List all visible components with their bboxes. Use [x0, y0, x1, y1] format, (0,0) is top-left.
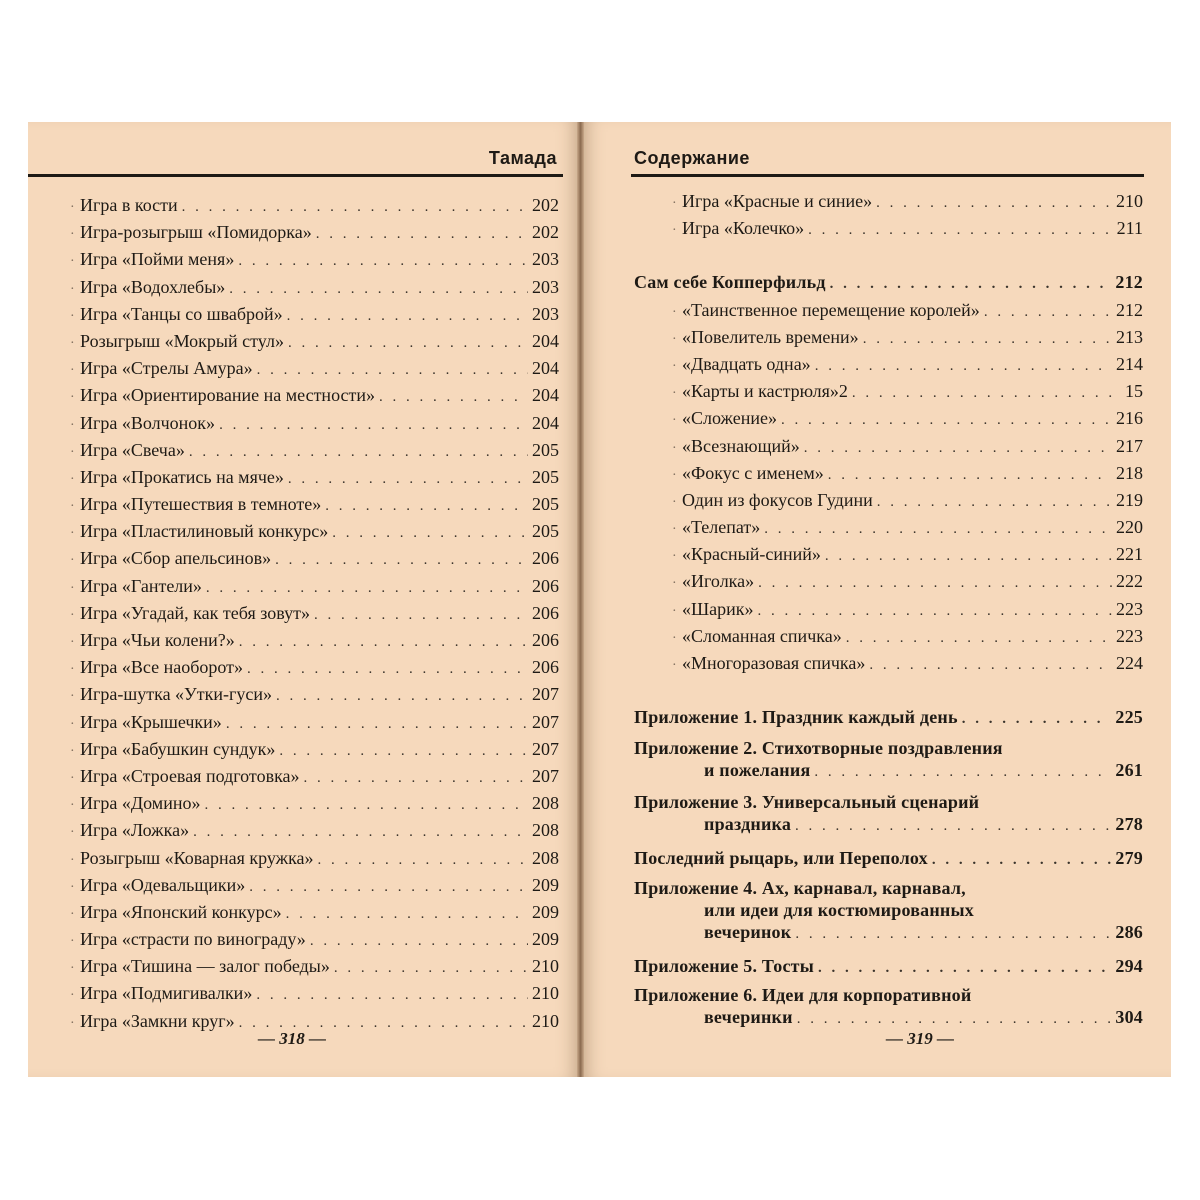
leader-dots — [257, 357, 528, 384]
leader-dots — [984, 299, 1112, 326]
bullet-mark: · — [70, 227, 75, 243]
bullet-mark: · — [70, 852, 75, 868]
leader-dots — [795, 815, 1111, 837]
toc-list-item — [70, 736, 559, 763]
toc-entry-title: Игра «Пластилиновый конкурс» — [80, 521, 329, 542]
toc-list-item — [70, 872, 559, 899]
toc-list-item — [70, 980, 559, 1007]
toc-list-item — [70, 817, 559, 844]
toc-entry — [70, 491, 559, 518]
toc-entry-title: Игра «Сбор апельсинов» — [80, 548, 272, 569]
leader-dots — [316, 221, 528, 248]
toc-entry-page: 206 — [532, 548, 559, 569]
page-number-right: — 319 — — [886, 1029, 954, 1048]
toc-entry — [70, 301, 559, 328]
bullet-mark: · — [672, 386, 677, 402]
toc-entry-page: 208 — [532, 820, 559, 841]
bullet-mark: · — [70, 770, 75, 786]
bullet-mark: · — [672, 603, 677, 619]
toc-entry-page: 223 — [1116, 598, 1143, 619]
toc-entry-title: «Таинственное перемещение королей» — [682, 299, 980, 320]
toc-entry-title: Игра «Ложка» — [80, 820, 190, 841]
toc-entry — [70, 382, 559, 409]
toc-entry-title: «Шарик» — [682, 598, 754, 619]
toc-entry-title: Игра «Чьи колени?» — [80, 630, 235, 650]
toc-entry-title: Игра «Строевая подготовка» — [80, 765, 300, 786]
toc-entry-title: Игра «Волчонок» — [80, 412, 216, 433]
toc-entry — [634, 568, 1143, 595]
toc-list-item — [70, 926, 559, 953]
toc-list-item — [70, 192, 559, 219]
toc-list-item — [70, 845, 559, 872]
bullet-mark: · — [672, 223, 677, 239]
toc-entry-page: 224 — [1116, 653, 1143, 673]
leader-dots — [204, 792, 528, 819]
bullet-mark: · — [70, 281, 75, 297]
leader-dots — [247, 656, 528, 683]
bullet-mark: · — [70, 390, 75, 406]
bullet-mark: · — [70, 798, 75, 814]
leader-dots — [876, 190, 1112, 217]
toc-entry — [70, 681, 559, 708]
bullet-mark: · — [70, 335, 75, 351]
toc-entry-title: Игра «Стрелы Амура» — [80, 358, 253, 379]
toc-list-item — [70, 763, 559, 790]
bullet-mark: · — [70, 200, 75, 215]
bullet-mark: · — [70, 1015, 75, 1031]
toc-list-item — [70, 328, 559, 355]
leader-dots — [182, 194, 528, 221]
toc-entry — [70, 219, 559, 246]
toc-entry-page: 221 — [1116, 544, 1143, 565]
bullet-mark: · — [672, 549, 677, 565]
toc-entry-title: Игра «Гантели» — [80, 575, 202, 596]
toc-entry — [634, 596, 1143, 623]
toc-entry-page: 205 — [532, 521, 559, 542]
bullet-mark: · — [70, 471, 75, 487]
page-number-left: — 318 — — [258, 1029, 326, 1048]
toc-entry-title: Игра «Тишина — залог победы» — [80, 956, 330, 977]
book-spread — [28, 122, 1171, 1077]
toc-entry — [634, 487, 1143, 514]
bullet-mark: · — [672, 304, 677, 320]
leader-dots — [758, 598, 1112, 625]
toc-entry-page: 202 — [532, 222, 559, 243]
toc-entry — [70, 437, 559, 464]
toc-entry-page: 219 — [1116, 489, 1143, 510]
leader-dots — [830, 271, 1112, 298]
toc-entry-page: 204 — [532, 330, 559, 351]
bullet-mark: · — [70, 934, 75, 950]
leader-dots — [758, 570, 1112, 597]
toc-entry-page: 206 — [532, 630, 559, 650]
toc-entry-page: 210 — [532, 956, 559, 977]
leader-dots — [877, 489, 1112, 516]
bullet-mark: · — [70, 580, 75, 596]
toc-entry-title: Игра «Подмигивалки» — [80, 983, 253, 1004]
toc-entry-page: 206 — [532, 575, 559, 596]
toc-entry-page: 210 — [532, 1010, 559, 1031]
toc-entry — [634, 514, 1143, 541]
bullet-mark: · — [672, 576, 677, 592]
toc-entry-title: «Карты и кастрюля»2 — [682, 381, 848, 402]
toc-entry-page: 223 — [1116, 625, 1143, 646]
toc-entry-page: 205 — [532, 466, 559, 487]
leader-dots — [815, 353, 1112, 380]
toc-entry — [70, 518, 559, 545]
toc-entry — [70, 980, 559, 1007]
toc-entry — [70, 899, 559, 926]
toc-list-item — [70, 219, 559, 246]
toc-entry-page: 205 — [532, 439, 559, 460]
bullet-mark: · — [70, 635, 75, 650]
toc-entry — [634, 405, 1143, 432]
toc-entry-page: 204 — [532, 358, 559, 379]
toc-entry — [70, 790, 559, 817]
toc-entry-title: Игра «Танцы со шваброй» — [80, 303, 283, 324]
toc-entry-page: 210 — [1116, 191, 1143, 211]
leader-dots — [825, 543, 1112, 570]
toc-entry-page: 213 — [1116, 326, 1143, 347]
leader-dots — [310, 928, 528, 955]
spacer — [634, 677, 1143, 704]
toc-entry-title: Игра «Свеча» — [80, 439, 185, 460]
leader-dots — [256, 982, 528, 1009]
toc-entry-page: 15 — [1125, 381, 1143, 402]
toc-entry — [70, 926, 559, 953]
toc-entry-title: «Телепат» — [682, 517, 761, 538]
bullet-mark: · — [70, 308, 75, 324]
toc-entry-title: Игра «Ориентирование на местности» — [80, 385, 376, 406]
toc-entry — [70, 274, 559, 301]
bullet-mark: · — [70, 499, 75, 515]
toc-entry-title: Игра «Колечко» — [682, 218, 805, 239]
leader-dots — [962, 706, 1112, 733]
toc-entry-title: Игра «страсти по винограду» — [80, 929, 306, 950]
toc-appendix-2: Приложение 2. Стихотворные поздравления и пожелания . . . 261 — [634, 737, 1143, 783]
toc-entry — [634, 623, 1143, 650]
toc-entry-page: 212 — [1116, 299, 1143, 320]
leader-dots — [314, 602, 528, 629]
toc-list-item — [70, 573, 559, 600]
toc-list-item — [70, 246, 559, 273]
toc-list-item — [70, 464, 559, 491]
toc-entry-page: 214 — [1116, 353, 1143, 374]
bullet-mark: · — [70, 662, 75, 678]
leader-dots — [219, 412, 528, 439]
leader-dots — [189, 439, 528, 466]
toc-entry — [634, 215, 1143, 242]
toc-entry — [634, 297, 1143, 324]
leader-dots — [304, 765, 528, 792]
toc-entry-title: «Двадцать одна» — [682, 353, 811, 374]
bullet-mark: · — [672, 630, 677, 646]
toc-entry-page: 217 — [1116, 435, 1143, 456]
toc-appendix-1: Приложение 1. Праздник каждый день . . . 225 — [634, 704, 1143, 731]
bullet-mark: · — [70, 526, 75, 542]
toc-list-item — [70, 627, 559, 654]
toc-entry-title: Игра «Японский конкурс» — [80, 901, 282, 922]
toc-entry-page: 209 — [532, 874, 559, 895]
toc-entry — [70, 328, 559, 355]
bullet-mark: · — [672, 358, 677, 374]
toc-entry — [70, 763, 559, 790]
toc-list-item — [70, 355, 559, 382]
leader-dots — [818, 955, 1111, 982]
toc-entry-page: 210 — [532, 983, 559, 1004]
toc-list-item — [70, 545, 559, 572]
toc-entry-title: «Фокус с именем» — [682, 462, 824, 483]
spacer — [634, 242, 1143, 269]
header-rule-left — [28, 174, 563, 177]
bullet-mark: · — [70, 988, 75, 1004]
bullet-mark: · — [70, 961, 75, 977]
bullet-mark: · — [70, 444, 75, 460]
toc-entry-title: Игра «Одевальщики» — [80, 874, 246, 895]
toc-entry-page: 220 — [1116, 517, 1143, 538]
leader-dots — [869, 652, 1112, 679]
toc-list-right — [634, 188, 1143, 1038]
toc-entry-title: «Сломанная спичка» — [682, 625, 842, 646]
bullet-mark: · — [70, 743, 75, 759]
toc-list-item — [70, 491, 559, 518]
toc-list-item — [70, 410, 559, 437]
toc-entry-page: 208 — [532, 847, 559, 868]
toc-entry-page: 203 — [532, 249, 559, 270]
leader-dots — [288, 330, 528, 357]
toc-entry-title: «Всезнающий» — [682, 435, 800, 456]
leader-dots — [288, 466, 528, 493]
toc-entry — [634, 460, 1143, 487]
toc-entry-title: Игра «Все наоборот» — [80, 657, 243, 678]
toc-entry-title: Игра-розыгрыш «Помидорка» — [80, 222, 312, 243]
bullet-mark: · — [70, 879, 75, 895]
bullet-mark: · — [672, 331, 677, 347]
toc-entry-page: 209 — [532, 901, 559, 922]
leader-dots — [325, 493, 528, 520]
toc-entry-title: «Повелитель времени» — [682, 326, 859, 347]
toc-entry — [70, 709, 559, 736]
leader-dots — [814, 761, 1111, 783]
toc-list-item — [70, 600, 559, 627]
leader-dots — [808, 217, 1113, 244]
toc-entry — [634, 650, 1143, 677]
toc-entry-title: «Многоразовая спичка» — [682, 653, 866, 673]
toc-last-knight: Последний рыцарь, или Переполох . . . 279 — [634, 845, 1143, 872]
toc-entry-page: 205 — [532, 494, 559, 515]
toc-entry-title: Игра «Замкни круг» — [80, 1010, 235, 1031]
toc-entry-title: Игра «Угадай, как тебя зовут» — [80, 602, 310, 623]
toc-appendix-3: Приложение 3. Универсальный сценарий праздника . . . 278 — [634, 791, 1143, 837]
toc-entry-page: 209 — [532, 929, 559, 950]
toc-entry-page: 216 — [1116, 408, 1143, 429]
bullet-mark: · — [672, 413, 677, 429]
toc-entry-title: «Красный-синий» — [682, 544, 821, 565]
toc-entry — [70, 872, 559, 899]
toc-list-item — [70, 654, 559, 681]
toc-appendix-5: Приложение 5. Тосты . . . 294 — [634, 953, 1143, 980]
leader-dots — [238, 248, 528, 275]
leader-dots — [239, 629, 528, 656]
toc-list-item — [70, 953, 559, 980]
toc-entry-page: 222 — [1116, 571, 1143, 592]
leader-dots — [286, 901, 528, 928]
leader-dots — [249, 874, 528, 901]
leader-dots — [846, 625, 1112, 652]
bullet-mark: · — [70, 906, 75, 922]
toc-top-group — [634, 188, 1143, 242]
toc-entry — [70, 817, 559, 844]
toc-entry — [70, 545, 559, 572]
toc-entry-title: Игра-шутка «Утки-гуси» — [80, 684, 273, 705]
toc-entry-page: 204 — [532, 412, 559, 433]
toc-entry — [634, 541, 1143, 568]
toc-entry-page: 208 — [532, 793, 559, 814]
toc-list-item — [70, 709, 559, 736]
bullet-mark: · — [70, 607, 75, 623]
bullet-mark: · — [70, 689, 75, 705]
leader-dots — [276, 683, 528, 710]
toc-entry — [634, 188, 1143, 215]
bullet-mark: · — [70, 825, 75, 841]
bullet-mark: · — [672, 196, 677, 211]
leader-dots — [795, 923, 1111, 945]
toc-list-item — [70, 274, 559, 301]
toc-entry — [70, 464, 559, 491]
leader-dots — [287, 303, 528, 330]
toc-entry — [70, 654, 559, 681]
toc-list-item — [70, 518, 559, 545]
right-page — [584, 122, 1171, 1077]
toc-entry-page: 203 — [532, 276, 559, 297]
toc-entry-title: Игра «Путешествия в темноте» — [80, 494, 322, 515]
bullet-mark: · — [672, 467, 677, 483]
leader-dots — [797, 1008, 1112, 1030]
bullet-mark: · — [70, 553, 75, 569]
toc-entry-page: 204 — [532, 385, 559, 406]
toc-entry-page: 203 — [532, 303, 559, 324]
toc-entry — [70, 410, 559, 437]
toc-entry-page: 207 — [532, 738, 559, 759]
toc-entry — [70, 246, 559, 273]
leader-dots — [275, 547, 528, 574]
toc-list-left — [70, 192, 559, 1035]
toc-entry-page: 206 — [532, 657, 559, 678]
toc-appendix-6: Приложение 6. Идеи для корпоративной вечеринки . . . 304 — [634, 984, 1143, 1030]
toc-entry — [70, 573, 559, 600]
leader-dots — [206, 575, 528, 602]
book-gutter — [577, 122, 584, 1077]
toc-section-group — [634, 297, 1143, 678]
toc-entry — [634, 378, 1143, 405]
toc-entry-title: Игра «Прокатись на мяче» — [80, 466, 284, 487]
bullet-mark: · — [70, 254, 75, 270]
toc-list-item — [70, 790, 559, 817]
leader-dots — [229, 276, 528, 303]
bullet-mark: · — [672, 494, 677, 510]
toc-entry-title: Игра «Красные и синие» — [682, 191, 873, 211]
toc-entry — [634, 324, 1143, 351]
toc-entry — [70, 600, 559, 627]
toc-entry-title: Игра «Пойми меня» — [80, 249, 235, 270]
toc-entry-page: 218 — [1116, 462, 1143, 483]
leader-dots — [863, 326, 1112, 353]
toc-entry-title: Розыгрыш «Мокрый стул» — [80, 330, 284, 351]
leader-dots — [193, 819, 528, 846]
toc-entry-title: «Иголка» — [682, 571, 755, 592]
leader-dots — [781, 407, 1112, 434]
toc-entry-title: Игра «Бабушкин сундук» — [80, 738, 276, 759]
left-page — [28, 122, 577, 1077]
toc-entry-page: 202 — [532, 195, 559, 215]
bullet-mark: · — [70, 417, 75, 433]
bullet-mark: · — [672, 658, 677, 673]
toc-list-item — [70, 681, 559, 708]
running-head-right: Содержание — [634, 148, 750, 168]
toc-entry-page: 207 — [532, 711, 559, 732]
toc-entry-title: Игра «Водохлебы» — [80, 276, 226, 297]
toc-entry-page: 206 — [532, 602, 559, 623]
leader-dots — [852, 380, 1121, 407]
toc-entry-page: 207 — [532, 684, 559, 705]
leader-dots — [379, 384, 528, 411]
toc-list-item — [70, 382, 559, 409]
toc-entry-title: Игра «Домино» — [80, 793, 201, 814]
toc-entry — [70, 355, 559, 382]
bullet-mark: · — [672, 522, 677, 538]
leader-dots — [828, 462, 1112, 489]
toc-list-item — [70, 899, 559, 926]
toc-entry — [70, 192, 559, 219]
leader-dots — [932, 847, 1112, 874]
toc-entry-title: Розыгрыш «Коварная кружка» — [80, 847, 314, 868]
leader-dots — [334, 955, 528, 982]
toc-entry-page: 207 — [532, 765, 559, 786]
toc-entry-page: 211 — [1116, 218, 1143, 239]
running-head-left: Тамада — [488, 148, 557, 168]
leader-dots — [226, 711, 528, 738]
toc-entry-title: «Сложение» — [682, 408, 777, 429]
toc-entry-title: Игра «Крышечки» — [80, 711, 222, 732]
leader-dots — [332, 520, 528, 547]
leader-dots — [318, 847, 528, 874]
toc-entry — [70, 627, 559, 654]
toc-entry — [70, 736, 559, 763]
bullet-mark: · — [70, 363, 75, 379]
toc-list-item — [70, 437, 559, 464]
toc-entry-title: Один из фокусов Гудини — [682, 489, 873, 510]
bullet-mark: · — [672, 440, 677, 456]
toc-entry — [70, 845, 559, 872]
toc-list-item — [70, 301, 559, 328]
leader-dots — [804, 435, 1112, 462]
leader-dots — [764, 516, 1112, 543]
toc-entry-title: Игра в кости — [80, 195, 178, 215]
toc-entry — [70, 953, 559, 980]
bullet-mark: · — [70, 716, 75, 732]
header-rule-right — [631, 174, 1144, 177]
toc-appendix-4: Приложение 4. Ах, карнавал, карнавал, или идеи для костюмированных вечеринок . . . 286 — [634, 877, 1143, 945]
toc-entry — [634, 433, 1143, 460]
toc-entry — [634, 351, 1143, 378]
toc-section-copperfield: Сам себе Копперфильд . . . 212 — [634, 269, 1143, 296]
leader-dots — [279, 738, 528, 765]
